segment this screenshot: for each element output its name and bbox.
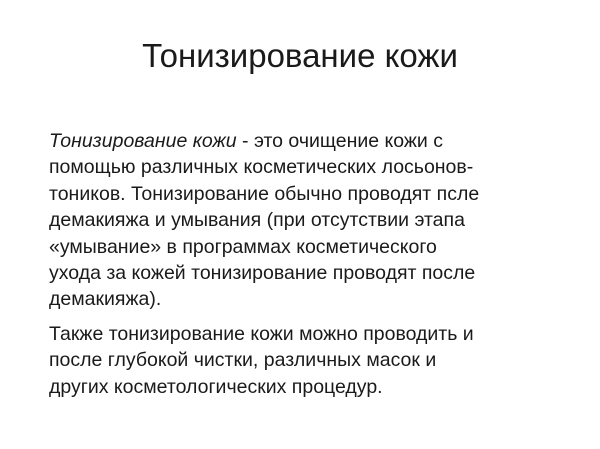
text-line: других косметологических процедур. — [49, 375, 383, 398]
definition-start: - это очищение кожи с — [236, 130, 443, 152]
text-line: ухода за кожей тонизирование проводят после — [49, 262, 476, 285]
text-line: после глубокой чистки, различных масок и — [49, 349, 437, 372]
defined-term: Тонизирование кожи — [49, 130, 237, 152]
slide-body — [49, 128, 559, 400]
text-line: «умывание» в программах косметического — [49, 235, 437, 258]
text-line: демакияжа). — [49, 288, 162, 311]
text-line: тоников. Тонизирование обычно проводят псле — [49, 182, 480, 205]
text-line: демакияжа и умывания (при отсутствии этапа — [49, 209, 465, 232]
text-line: Также тонизирование кожи можно проводить и — [49, 322, 474, 345]
paragraph-definition — [49, 128, 559, 313]
slide-title: Тонизирование кожи — [142, 37, 458, 74]
text-line — [49, 128, 559, 154]
paragraph-additional — [49, 321, 559, 400]
text-line: помощью различных косметических лосьонов- — [49, 156, 474, 179]
